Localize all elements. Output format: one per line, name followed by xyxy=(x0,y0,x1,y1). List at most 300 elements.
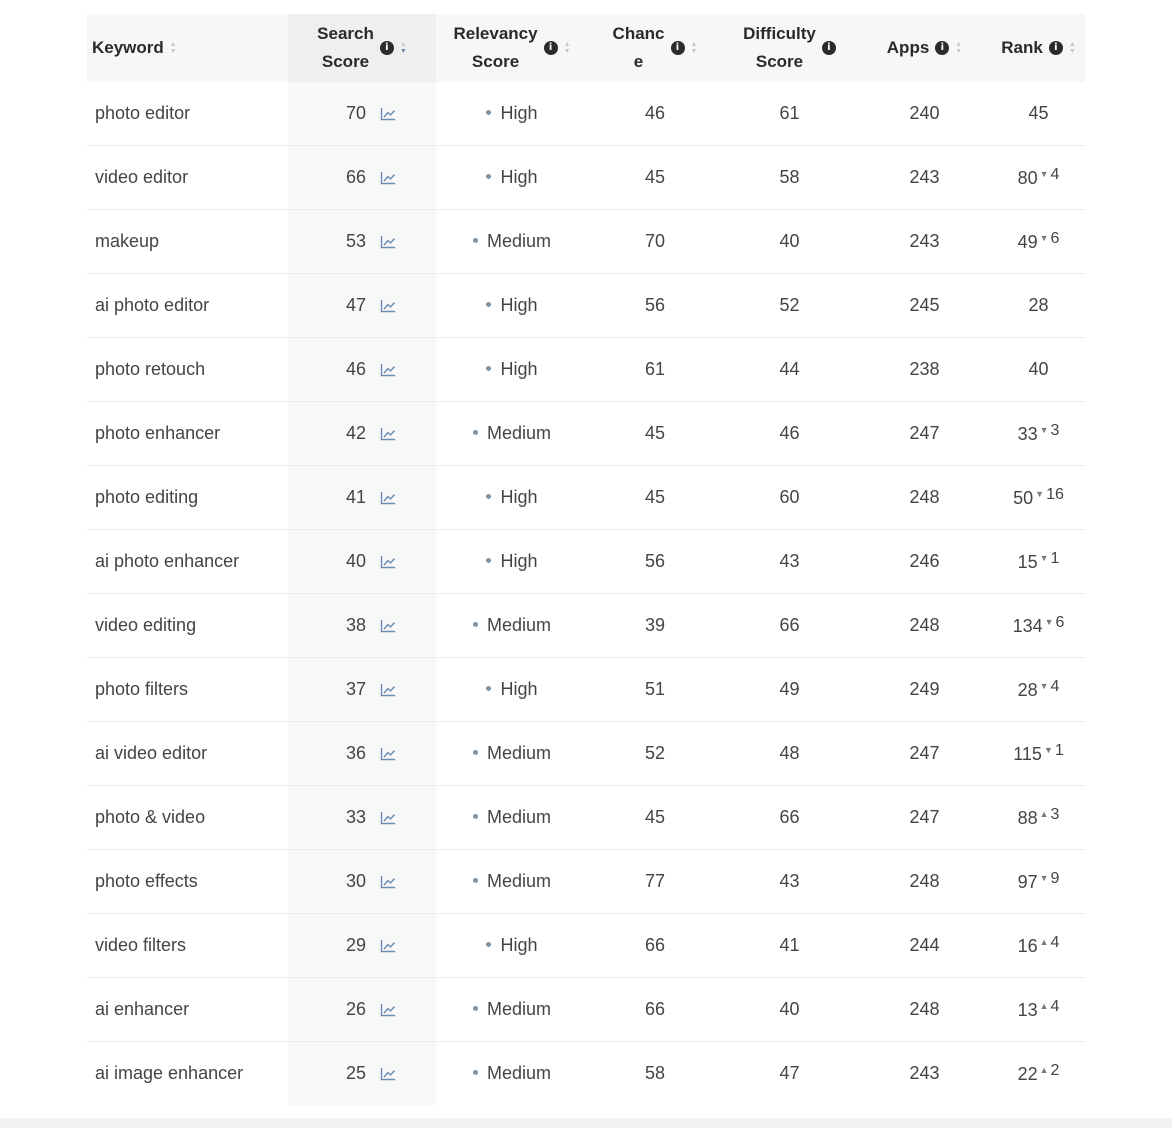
table-row[interactable] xyxy=(87,914,1085,978)
trend-chart-icon[interactable] xyxy=(380,107,396,121)
rank-cell xyxy=(992,210,1085,274)
rank-value: 80 xyxy=(1017,168,1038,188)
label-line: Relevancy xyxy=(453,24,538,43)
difficulty-value: 44 xyxy=(779,359,800,379)
difficulty-cell xyxy=(722,274,857,338)
chance-value: 77 xyxy=(644,871,666,891)
difficulty-value: 66 xyxy=(779,807,800,827)
relevancy-dot-icon xyxy=(486,686,491,691)
column-header-difficulty-score[interactable] xyxy=(722,14,857,82)
difficulty-cell xyxy=(722,210,857,274)
search-score-cell xyxy=(288,722,436,786)
trend-chart-icon[interactable] xyxy=(380,299,396,313)
rank-cell xyxy=(992,722,1085,786)
rank-value: 97 xyxy=(1017,872,1038,892)
apps-value: 243 xyxy=(909,167,940,187)
table-row[interactable] xyxy=(87,210,1085,274)
sort-icon[interactable]: ▲ ▼ xyxy=(1068,41,1076,55)
arrow-down-icon: ▼ xyxy=(1039,233,1049,243)
keyword-cell xyxy=(87,274,288,338)
difficulty-cell xyxy=(722,402,857,466)
rank-change-value: 3 xyxy=(1050,806,1060,823)
keyword-cell xyxy=(87,402,288,466)
apps-cell xyxy=(857,210,992,274)
arrow-down-icon: ▼ xyxy=(1044,617,1054,627)
apps-value: 248 xyxy=(909,487,940,507)
relevancy-cell xyxy=(436,146,588,210)
arrow-up-icon: ▲ xyxy=(1039,809,1049,819)
search-score-cell xyxy=(288,402,436,466)
chance-cell xyxy=(588,978,722,1042)
trend-chart-icon[interactable] xyxy=(380,747,396,761)
trend-chart-icon[interactable] xyxy=(380,555,396,569)
rank-change xyxy=(1044,742,1064,759)
search-score-cell xyxy=(288,594,436,658)
difficulty-value: 52 xyxy=(779,295,800,315)
relevancy-value: High xyxy=(500,167,538,187)
relevancy-value: High xyxy=(500,551,538,571)
chance-cell xyxy=(588,850,722,914)
apps-cell xyxy=(857,786,992,850)
keyword-text: ai photo editor xyxy=(95,295,210,315)
relevancy-cell xyxy=(436,914,588,978)
table-header-row xyxy=(87,14,1085,82)
rank-change-value: 4 xyxy=(1050,998,1060,1015)
search-score-value: 42 xyxy=(345,423,367,443)
rank-change xyxy=(1040,678,1060,695)
keyword-cell xyxy=(87,1042,288,1106)
search-score-cell xyxy=(288,466,436,530)
keyword-text: ai photo enhancer xyxy=(95,551,240,571)
difficulty-value: 40 xyxy=(779,999,800,1019)
rank-cell xyxy=(992,338,1085,402)
rank-cell xyxy=(992,786,1085,850)
rank-change-value: 1 xyxy=(1050,550,1060,567)
search-score-cell xyxy=(288,530,436,594)
keyword-text: photo editing xyxy=(95,487,199,507)
trend-chart-icon[interactable] xyxy=(380,1003,396,1017)
chance-value: 46 xyxy=(644,103,666,123)
rank-cell xyxy=(992,146,1085,210)
table-row[interactable] xyxy=(87,82,1085,146)
rank-cell xyxy=(992,402,1085,466)
apps-value: 248 xyxy=(909,999,940,1019)
label-line: Score xyxy=(471,52,520,71)
difficulty-value: 40 xyxy=(779,231,800,251)
relevancy-dot-icon xyxy=(486,366,491,371)
rank-change-value: 1 xyxy=(1054,742,1064,759)
keyword-text: photo filters xyxy=(95,679,189,699)
chance-value: 58 xyxy=(644,1063,666,1083)
sort-icon[interactable]: ▲ ▼ xyxy=(955,41,963,55)
difficulty-cell xyxy=(722,978,857,1042)
apps-cell xyxy=(857,274,992,338)
rank-cell xyxy=(992,82,1085,146)
difficulty-cell xyxy=(722,786,857,850)
relevancy-cell xyxy=(436,850,588,914)
arrow-down-icon: ▼ xyxy=(1039,873,1049,883)
relevancy-dot-icon xyxy=(486,110,491,115)
apps-cell xyxy=(857,722,992,786)
trend-chart-icon[interactable] xyxy=(380,363,396,377)
rank-value: 28 xyxy=(1017,680,1038,700)
keyword-cell xyxy=(87,978,288,1042)
search-score-value: 70 xyxy=(345,103,367,123)
column-header-label: Rank xyxy=(1001,38,1043,57)
chance-value: 45 xyxy=(644,487,666,507)
rank-value: 49 xyxy=(1017,232,1038,252)
keyword-text: video editor xyxy=(95,167,189,187)
table-row[interactable] xyxy=(87,850,1085,914)
sort-icon[interactable]: ▲ ▼ xyxy=(690,41,698,55)
label-line: Score xyxy=(755,52,804,71)
info-icon[interactable]: i xyxy=(1049,41,1063,55)
difficulty-cell xyxy=(722,82,857,146)
relevancy-dot-icon xyxy=(473,1070,478,1075)
rank-value: 115 xyxy=(1013,744,1042,764)
relevancy-cell xyxy=(436,210,588,274)
keyword-text: photo editor xyxy=(95,103,191,123)
rank-change xyxy=(1040,550,1060,567)
column-header-search-score[interactable] xyxy=(288,14,436,82)
keyword-cell xyxy=(87,466,288,530)
rank-cell xyxy=(992,594,1085,658)
relevancy-value: High xyxy=(500,295,538,315)
rank-change-value: 6 xyxy=(1050,230,1060,247)
rank-change-value: 6 xyxy=(1055,614,1065,631)
keyword-cell xyxy=(87,850,288,914)
footer-band xyxy=(0,1118,1172,1128)
rank-change-value: 16 xyxy=(1046,486,1064,503)
search-score-cell xyxy=(288,850,436,914)
apps-value: 247 xyxy=(909,423,940,443)
arrow-down-icon: ▼ xyxy=(1035,489,1045,499)
keyword-cell xyxy=(87,530,288,594)
table-row[interactable] xyxy=(87,146,1085,210)
label-line: Chanc xyxy=(612,24,665,43)
column-header-label xyxy=(743,20,816,76)
relevancy-cell xyxy=(436,978,588,1042)
sort-icon[interactable]: ▲ ▼ xyxy=(563,41,571,55)
keyword-table-container xyxy=(87,14,1085,1105)
keyword-text: ai image enhancer xyxy=(95,1063,244,1083)
rank-value: 88 xyxy=(1017,808,1038,828)
column-header-label xyxy=(317,20,374,76)
rank-change xyxy=(1040,166,1060,183)
arrow-down-icon: ▼ xyxy=(1039,425,1049,435)
apps-value: 248 xyxy=(909,615,940,635)
chance-value: 52 xyxy=(644,743,666,763)
difficulty-value: 46 xyxy=(779,423,800,443)
difficulty-value: 58 xyxy=(779,167,800,187)
search-score-value: 36 xyxy=(345,743,367,763)
rank-cell xyxy=(992,274,1085,338)
chance-cell xyxy=(588,530,722,594)
rank-cell xyxy=(992,850,1085,914)
apps-value: 243 xyxy=(909,231,940,251)
rank-cell xyxy=(992,658,1085,722)
apps-cell xyxy=(857,82,992,146)
apps-cell xyxy=(857,978,992,1042)
relevancy-dot-icon xyxy=(473,1006,478,1011)
relevancy-cell xyxy=(436,338,588,402)
apps-cell xyxy=(857,402,992,466)
difficulty-cell xyxy=(722,338,857,402)
apps-value: 244 xyxy=(909,935,940,955)
relevancy-cell xyxy=(436,658,588,722)
keyword-text: ai enhancer xyxy=(95,999,190,1019)
trend-chart-icon[interactable] xyxy=(380,875,396,889)
table-row[interactable] xyxy=(87,722,1085,786)
relevancy-dot-icon xyxy=(486,558,491,563)
search-score-cell xyxy=(288,786,436,850)
info-icon[interactable]: i xyxy=(935,41,949,55)
relevancy-value: High xyxy=(500,103,538,123)
search-score-cell xyxy=(288,658,436,722)
label-line: e xyxy=(633,52,644,71)
rank-value: 33 xyxy=(1017,424,1038,444)
apps-value: 247 xyxy=(909,743,940,763)
difficulty-cell xyxy=(722,594,857,658)
difficulty-cell xyxy=(722,658,857,722)
keyword-text: makeup xyxy=(95,231,160,251)
chance-cell xyxy=(588,402,722,466)
column-header-apps[interactable] xyxy=(857,14,992,82)
apps-value: 246 xyxy=(909,551,940,571)
chance-cell xyxy=(588,210,722,274)
apps-cell xyxy=(857,658,992,722)
arrow-up-icon: ▲ xyxy=(1039,1065,1049,1075)
chance-cell xyxy=(588,338,722,402)
trend-chart-icon[interactable] xyxy=(380,491,396,505)
trend-chart-icon[interactable] xyxy=(380,619,396,633)
table-row[interactable] xyxy=(87,786,1085,850)
table-row[interactable] xyxy=(87,978,1085,1042)
column-header-keyword[interactable] xyxy=(87,14,288,82)
rank-change xyxy=(1035,486,1064,503)
apps-cell xyxy=(857,914,992,978)
keyword-cell xyxy=(87,82,288,146)
chance-value: 66 xyxy=(644,935,666,955)
search-score-cell xyxy=(288,146,436,210)
search-score-value: 30 xyxy=(345,871,367,891)
trend-chart-icon[interactable] xyxy=(380,683,396,697)
difficulty-cell xyxy=(722,530,857,594)
table-row[interactable] xyxy=(87,274,1085,338)
search-score-cell xyxy=(288,978,436,1042)
chance-cell xyxy=(588,786,722,850)
sort-icon[interactable]: ▲ ▼ xyxy=(169,41,177,55)
search-score-value: 46 xyxy=(345,359,367,379)
info-icon[interactable]: i xyxy=(544,41,558,55)
relevancy-value: High xyxy=(500,679,538,699)
arrow-down-icon: ▼ xyxy=(1043,745,1053,755)
relevancy-value: Medium xyxy=(486,231,552,251)
relevancy-value: Medium xyxy=(486,615,552,635)
relevancy-dot-icon xyxy=(473,878,478,883)
difficulty-value: 41 xyxy=(779,935,800,955)
difficulty-value: 43 xyxy=(779,551,800,571)
relevancy-dot-icon xyxy=(473,238,478,243)
rank-value: 134 xyxy=(1012,616,1043,636)
rank-change-value: 2 xyxy=(1050,1062,1060,1079)
apps-value: 245 xyxy=(909,295,940,315)
rank-value: 28 xyxy=(1028,295,1049,315)
relevancy-dot-icon xyxy=(486,174,491,179)
trend-chart-icon[interactable] xyxy=(380,811,396,825)
relevancy-dot-icon xyxy=(473,622,478,627)
info-icon[interactable]: i xyxy=(380,41,394,55)
relevancy-dot-icon xyxy=(486,494,491,499)
difficulty-value: 61 xyxy=(779,103,800,123)
table-row[interactable] xyxy=(87,658,1085,722)
apps-cell xyxy=(857,466,992,530)
chance-cell xyxy=(588,594,722,658)
search-score-value: 29 xyxy=(345,935,367,955)
search-score-cell xyxy=(288,274,436,338)
rank-cell xyxy=(992,914,1085,978)
difficulty-value: 47 xyxy=(779,1063,800,1083)
difficulty-value: 66 xyxy=(779,615,800,635)
keyword-cell xyxy=(87,338,288,402)
trend-chart-icon[interactable] xyxy=(380,427,396,441)
search-score-value: 53 xyxy=(345,231,367,251)
column-header-label xyxy=(453,20,537,76)
chance-value: 56 xyxy=(644,551,666,571)
keyword-text: photo retouch xyxy=(95,359,206,379)
apps-cell xyxy=(857,594,992,658)
search-score-cell xyxy=(288,338,436,402)
table-row[interactable] xyxy=(87,1042,1085,1106)
trend-chart-icon[interactable] xyxy=(380,235,396,249)
rank-change xyxy=(1040,870,1060,887)
arrow-down-icon: ▼ xyxy=(1039,553,1049,563)
rank-value: 15 xyxy=(1017,552,1038,572)
label-line: Score xyxy=(321,52,370,71)
arrow-up-icon: ▲ xyxy=(1039,937,1049,947)
difficulty-cell xyxy=(722,722,857,786)
trend-chart-icon[interactable] xyxy=(380,939,396,953)
keyword-text: photo effects xyxy=(95,871,198,891)
difficulty-cell xyxy=(722,914,857,978)
keyword-text: photo & video xyxy=(95,807,206,827)
keyword-cell xyxy=(87,914,288,978)
keyword-cell xyxy=(87,722,288,786)
label-line: Search xyxy=(317,24,374,43)
label-line: Difficulty xyxy=(743,24,816,43)
table-row[interactable] xyxy=(87,338,1085,402)
rank-change xyxy=(1040,806,1060,823)
rank-value: 22 xyxy=(1017,1064,1038,1084)
table-row[interactable] xyxy=(87,402,1085,466)
keyword-cell xyxy=(87,786,288,850)
apps-value: 249 xyxy=(909,679,940,699)
rank-change-value: 9 xyxy=(1050,870,1060,887)
relevancy-dot-icon xyxy=(486,942,491,947)
column-header-label: Keyword xyxy=(92,38,164,57)
difficulty-cell xyxy=(722,1042,857,1106)
relevancy-cell xyxy=(436,402,588,466)
table-body xyxy=(87,82,1085,1105)
difficulty-cell xyxy=(722,850,857,914)
arrow-down-icon: ▼ xyxy=(1039,169,1049,179)
rank-value: 40 xyxy=(1028,359,1049,379)
keyword-text: video filters xyxy=(95,935,187,955)
search-score-cell xyxy=(288,210,436,274)
relevancy-dot-icon xyxy=(486,302,491,307)
chance-cell xyxy=(588,914,722,978)
relevancy-dot-icon xyxy=(473,750,478,755)
difficulty-cell xyxy=(722,466,857,530)
rank-cell xyxy=(992,1042,1085,1106)
table-row[interactable] xyxy=(87,466,1085,530)
apps-value: 240 xyxy=(909,103,940,123)
keyword-text: ai video editor xyxy=(95,743,208,763)
rank-change-value: 4 xyxy=(1050,166,1060,183)
keyword-cell xyxy=(87,146,288,210)
sort-icon[interactable]: ▲ ▼ xyxy=(399,41,407,55)
apps-cell xyxy=(857,338,992,402)
rank-cell xyxy=(992,466,1085,530)
chance-cell xyxy=(588,722,722,786)
chance-value: 39 xyxy=(644,615,666,635)
column-header-label: Apps xyxy=(886,38,930,57)
search-score-value: 26 xyxy=(345,999,367,1019)
rank-value: 50 xyxy=(1013,488,1034,508)
table-row[interactable] xyxy=(87,594,1085,658)
table-row[interactable] xyxy=(87,530,1085,594)
relevancy-value: Medium xyxy=(486,807,552,827)
rank-change xyxy=(1040,230,1060,247)
relevancy-value: Medium xyxy=(486,999,552,1019)
rank-change xyxy=(1040,1062,1060,1079)
keyword-text: video editing xyxy=(95,615,197,635)
column-header-rank[interactable] xyxy=(992,14,1085,82)
relevancy-dot-icon xyxy=(473,814,478,819)
relevancy-value: Medium xyxy=(486,743,552,763)
search-score-value: 38 xyxy=(345,615,367,635)
chance-cell xyxy=(588,658,722,722)
relevancy-value: Medium xyxy=(486,871,552,891)
chance-value: 70 xyxy=(644,231,666,251)
relevancy-cell xyxy=(436,466,588,530)
info-icon[interactable]: i xyxy=(671,41,685,55)
relevancy-cell xyxy=(436,722,588,786)
keyword-table xyxy=(87,14,1085,1105)
keyword-cell xyxy=(87,658,288,722)
relevancy-value: High xyxy=(500,487,538,507)
chance-cell xyxy=(588,82,722,146)
rank-change xyxy=(1040,998,1060,1015)
difficulty-value: 48 xyxy=(779,743,800,763)
column-header-label xyxy=(613,20,665,76)
chance-cell xyxy=(588,466,722,530)
chance-value: 61 xyxy=(644,359,666,379)
apps-cell xyxy=(857,1042,992,1106)
info-icon[interactable]: i xyxy=(822,41,836,55)
column-header-relevancy-score[interactable] xyxy=(436,14,588,82)
trend-chart-icon[interactable] xyxy=(380,171,396,185)
search-score-cell xyxy=(288,914,436,978)
trend-chart-icon[interactable] xyxy=(380,1067,396,1081)
keyword-cell xyxy=(87,210,288,274)
difficulty-value: 43 xyxy=(779,871,800,891)
apps-value: 248 xyxy=(909,871,940,891)
chance-value: 45 xyxy=(644,807,666,827)
chance-value: 51 xyxy=(644,679,666,699)
apps-value: 247 xyxy=(909,807,940,827)
column-header-chance[interactable] xyxy=(588,14,722,82)
